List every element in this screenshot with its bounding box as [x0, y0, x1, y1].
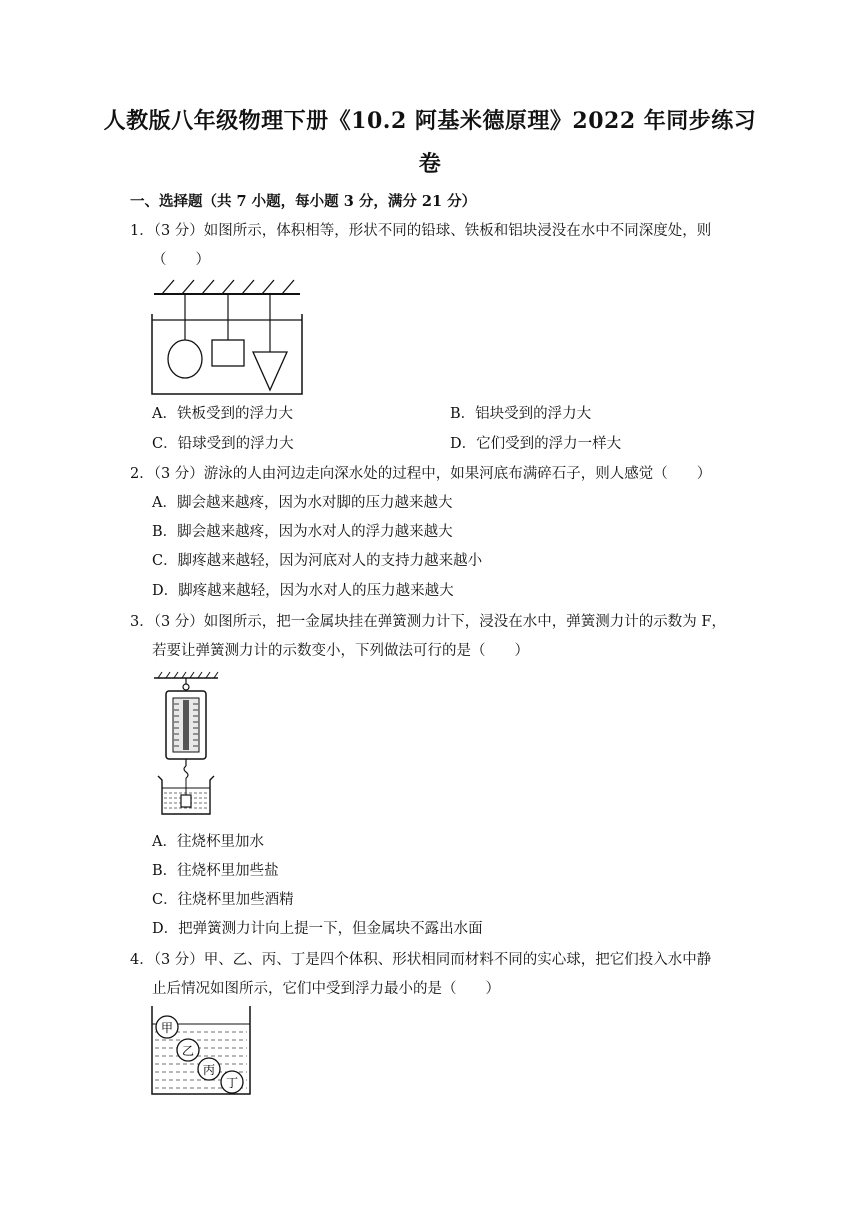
question-3-figure: [152, 670, 222, 818]
ball-label-bing: 丙: [202, 1063, 216, 1077]
ball-label-ding: 丁: [225, 1076, 239, 1090]
question-2-stem: 2．（3 分）游泳的人由河边走向深水处的过程中，如果河底布满碎石子，则人感觉（ ）: [130, 466, 712, 482]
question-4-stem: 4．（3 分）甲、乙、丙、丁是四个体积、形状相同而材料不同的实心球，把它们投入水中静: [130, 952, 712, 968]
question-3-option-c[interactable]: C．往烧杯里加些酒精: [152, 892, 294, 908]
ball-label-jia: 甲: [160, 1021, 174, 1035]
ball-yi: [177, 1039, 199, 1061]
question-3-option-b[interactable]: B．往烧杯里加些盐: [152, 863, 279, 879]
question-2-option-c[interactable]: C．脚疼越来越轻，因为河底对人的支持力越来越小: [152, 553, 483, 569]
ball-jia: [156, 1016, 178, 1038]
metal-block-shape: [181, 795, 191, 807]
lead-ball-shape: [168, 340, 202, 378]
question-1-option-b[interactable]: B．铝块受到的浮力大: [450, 406, 592, 422]
section-heading: 一、选择题（共 7 小题，每小题 3 分，满分 21 分）: [130, 193, 477, 210]
question-1-stem: 1．（3 分）如图所示，体积相等，形状不同的铅球、铁板和铝块浸没在水中不同深度处，则: [130, 223, 712, 239]
question-1-option-d[interactable]: D．它们受到的浮力一样大: [450, 436, 622, 452]
ball-bing: [198, 1058, 220, 1080]
document-title-line2: 卷: [418, 151, 442, 177]
aluminum-block-shape: [253, 352, 287, 390]
question-1-stem-cont: （ ）: [152, 252, 210, 268]
ball-label-yi: 乙: [181, 1044, 195, 1058]
question-4-figure: [150, 1004, 256, 1098]
question-2-option-b[interactable]: B．脚会越来越疼，因为水对人的浮力越来越大: [152, 524, 453, 540]
iron-plate-shape: [212, 340, 244, 366]
question-3-option-a[interactable]: A．往烧杯里加水: [152, 834, 264, 850]
question-1-option-c[interactable]: C．铅球受到的浮力大: [152, 436, 294, 452]
question-2-option-a[interactable]: A．脚会越来越疼，因为水对脚的压力越来越大: [152, 495, 453, 511]
document-title-line1: 人教版八年级物理下册《10.2 阿基米德原理》2022 年同步练习: [103, 108, 757, 134]
ball-ding: [221, 1071, 243, 1093]
question-2-option-d[interactable]: D．脚疼越来越轻，因为水对人的压力越来越大: [152, 583, 454, 599]
question-3-stem: 3．（3 分）如图所示，把一金属块挂在弹簧测力计下，浸没在水中，弹簧测力计的示数为 F，: [130, 614, 726, 630]
question-1-figure: [150, 278, 310, 396]
question-3-option-d[interactable]: D．把弹簧测力计向上提一下，但金属块不露出水面: [152, 921, 483, 937]
question-4-stem-cont: 止后情况如图所示，它们中受到浮力最小的是（ ）: [152, 981, 500, 997]
question-3-stem-cont: 若要让弹簧测力计的示数变小，下列做法可行的是（ ）: [152, 643, 529, 659]
question-1-option-a[interactable]: A．铁板受到的浮力大: [152, 406, 293, 422]
